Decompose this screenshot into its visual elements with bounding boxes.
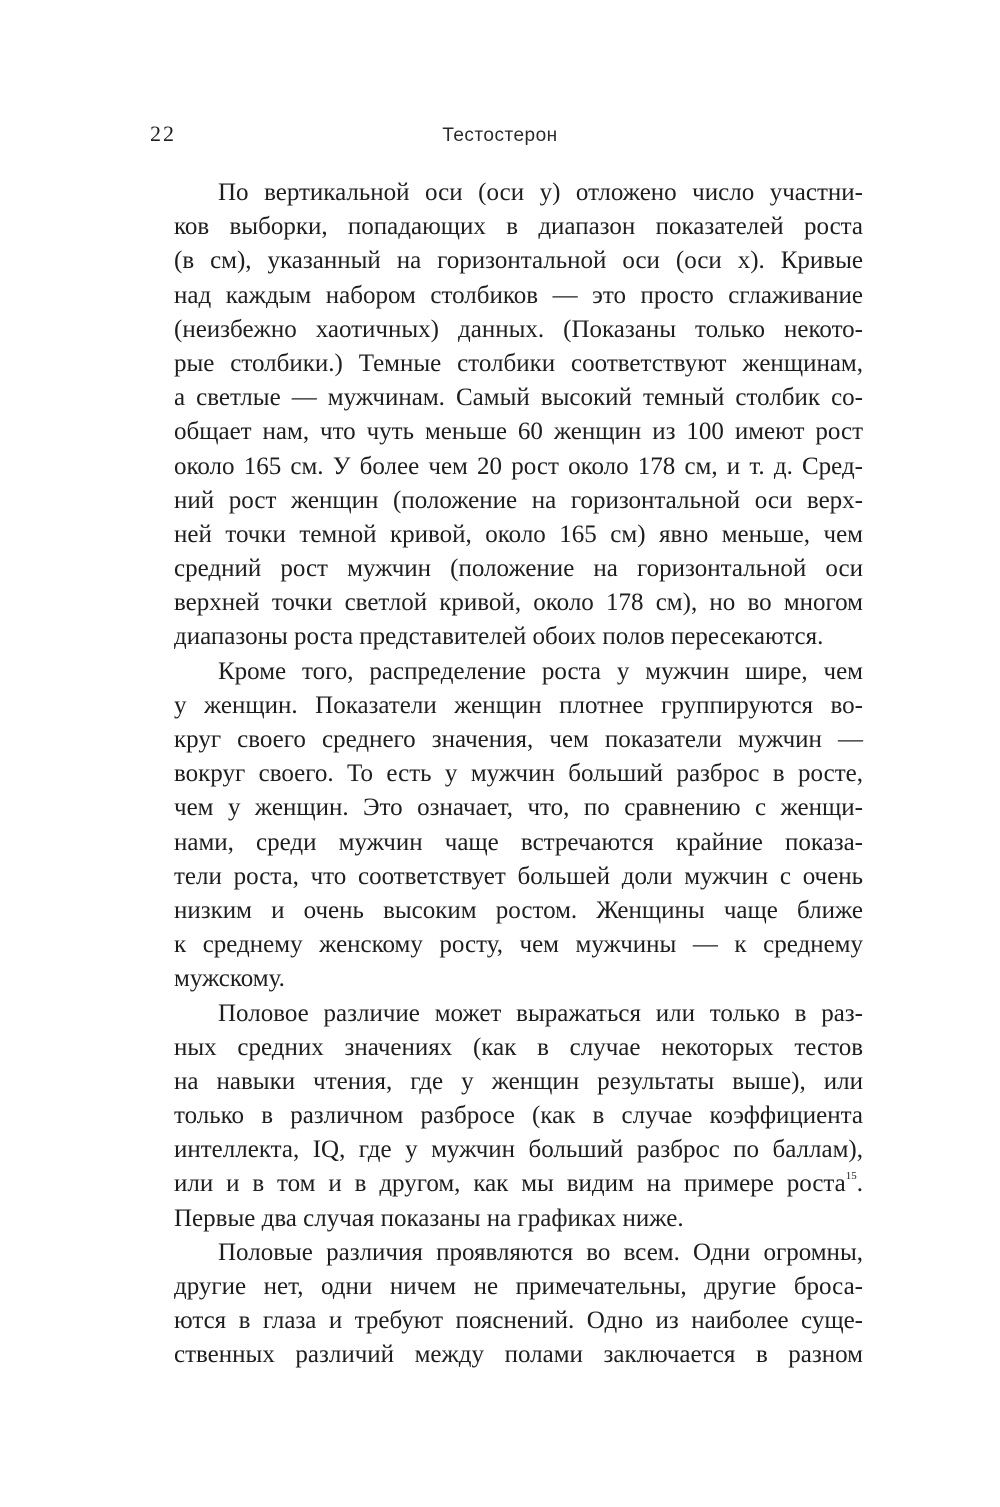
page-number: 22 [150, 121, 176, 146]
text-line: ются в глаза и требуют пояснений. Одно из наиболее суще- [174, 1307, 863, 1335]
text-line: над каждым набором столбиков — это просто сглаживание [174, 281, 863, 309]
text-line-segment: или и в том и в другом, как мы видим на примере роста [174, 1170, 846, 1198]
text-body [174, 176, 863, 1373]
text-line: другие нет, одни ничем не примечательны, другие броса- [174, 1273, 863, 1300]
text-line: ков выборки, попадающих в диапазон показателей роста [174, 213, 863, 241]
footnote-reference[interactable]: 15 [845, 1170, 857, 1183]
text-line: чем у женщин. Это означает, что, по сравнению с женщи- [174, 794, 863, 822]
text-line: интеллекта, IQ, где у мужчин больший разброс по баллам), [174, 1136, 863, 1164]
text-line: Половое различие может выражаться или только в раз- [218, 999, 863, 1027]
text-line: низким и очень высоким ростом. Женщины чаще ближе [174, 896, 863, 924]
text-line: вокруг своего. То есть у мужчин больший разброс в росте, [174, 760, 863, 788]
text-line: ний рост женщин (положение на горизонтальной оси верх- [174, 486, 863, 514]
text-line: средний рост мужчин (положение на горизонтальной оси [174, 555, 863, 583]
text-line: ственных различий между полами заключается в разном [174, 1341, 863, 1369]
text-line: мужскому. [174, 965, 285, 993]
text-line: около 165 см. У более чем 20 рост около 178 см, и т. д. Сред- [174, 452, 863, 480]
text-line: рые столбики.) Темные столбики соответствуют женщинам, [174, 349, 863, 377]
text-line: По вертикальной оси (оси y) отложено число участни- [218, 179, 863, 206]
text-line: у женщин. Показатели женщин плотнее группируются во- [174, 691, 863, 719]
text-line: Половые различия проявляются во всем. Одни огромны, [218, 1238, 863, 1266]
text-line: диапазоны роста представителей обоих полов пересекаются. [174, 623, 824, 651]
text-line: (неизбежно хаотичных) данных. (Показаны только некото- [174, 315, 863, 343]
text-line-with-footnote [174, 1167, 863, 1201]
text-line: ных средних значениях (как в случае некоторых тестов [174, 1033, 863, 1061]
text-line: нами, среди мужчин чаще встречаются крайние показа- [174, 828, 863, 856]
text-line: круг своего среднего значения, чем показатели мужчин — [174, 726, 863, 753]
footnote-punctuation: . [856, 1170, 863, 1198]
text-line: общает нам, что чуть меньше 60 женщин из 100 имеют рост [174, 418, 863, 446]
text-line: (в см), указанный на горизонтальной оси (оси x). Кривые [174, 247, 863, 275]
text-line: Кроме того, распределение роста у мужчин шире, чем [218, 657, 863, 685]
book-title: Тестостерон [442, 125, 558, 146]
running-head [0, 121, 1000, 155]
text-line: только в различном разбросе (как в случае коэффициента [174, 1102, 863, 1130]
text-line: Первые два случая показаны на графиках ниже. [174, 1204, 684, 1232]
text-line: верхней точки светлой кривой, около 178 см), но во многом [174, 589, 863, 617]
text-line: а светлые — мужчинам. Самый высокий темный столбик со- [174, 384, 863, 412]
text-line: тели роста, что соответствует большей доли мужчин с очень [174, 862, 863, 890]
text-line: ней точки темной кривой, около 165 см) явно меньше, чем [174, 520, 863, 548]
text-line: на навыки чтения, где у женщин результаты выше), или [174, 1067, 863, 1095]
text-line: к среднему женскому росту, чем мужчины — к среднему [174, 931, 863, 959]
